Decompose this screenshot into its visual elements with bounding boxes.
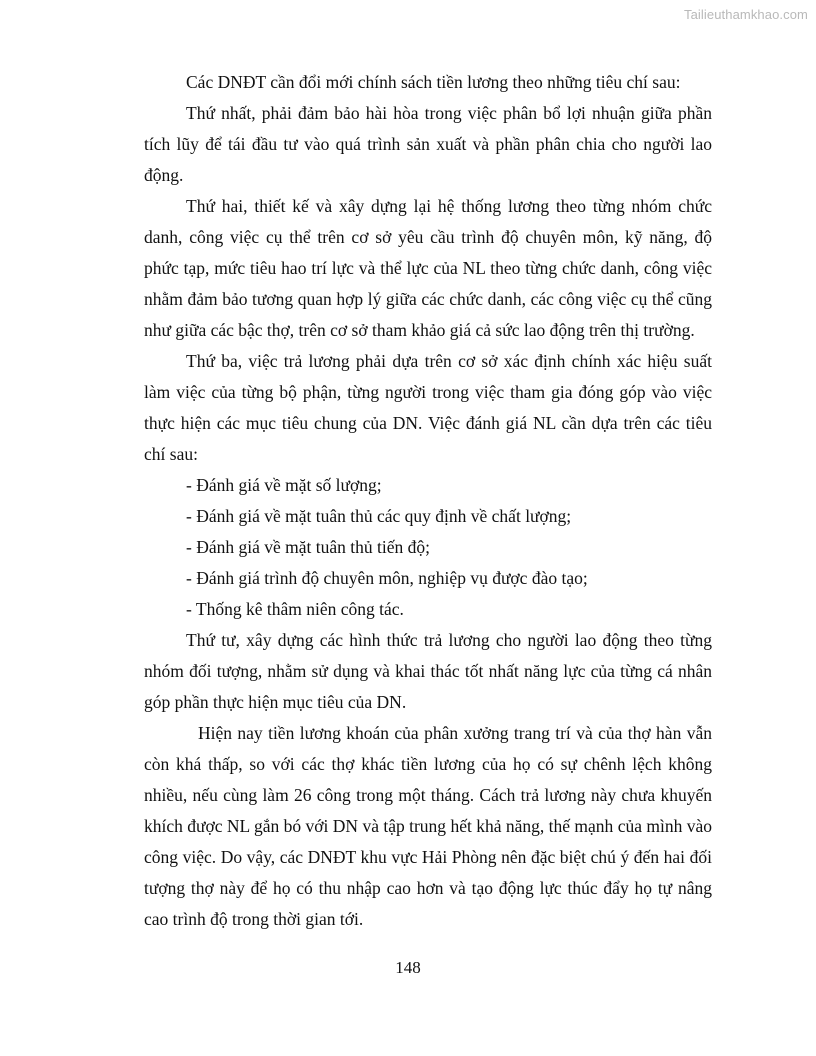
page-number: 148 [395,958,421,977]
criteria-list-item: - Đánh giá về mặt tuân thủ tiến độ; [186,537,430,557]
criteria-list-item: - Đánh giá về mặt số lượng; [186,475,382,495]
current-situation-paragraph: Hiện nay tiền lương khoán của phân xưởng trang trí và của thợ hàn vẫn còn khá thấp, so với các thợ khác tiền lương của họ có sự chênh lệch không nhiều, nếu cùng làm 26 công trong một tháng. Cách trả lương này chưa khuyến khích được NL gắn bó với DN và tập trung hết khả năng, thế mạnh của mình vào công việc. Do vậy, các DNĐT khu vực Hải Phòng nên đặc biệt chú ý đến hai đối tượng thợ này để họ có thu nhập cao hơn và tạo động lực thúc đẩy họ tự nâng cao trình độ trong thời gian tới. [144,723,712,929]
intro-paragraph: Các DNĐT cần đổi mới chính sách tiền lương theo những tiêu chí sau: [186,72,681,92]
criteria-list-item: - Đánh giá về mặt tuân thủ các quy định về chất lượng; [186,506,572,526]
watermark-text: Tailieuthamkhao.com [683,7,808,22]
criteria-list-item: - Thống kê thâm niên công tác. [186,599,404,619]
document-body [144,67,712,935]
fourth-criterion-paragraph: Thứ tư, xây dựng các hình thức trả lương cho người lao động theo từng nhóm đối tượng, nhằm sử dụng và khai thác tốt nhất năng lực của từng cá nhân góp phần thực hiện mục tiêu của DN. [144,630,712,712]
second-criterion-paragraph: Thứ hai, thiết kế và xây dựng lại hệ thống lương theo từng nhóm chức danh, công việc cụ thể trên cơ sở yêu cầu trình độ chuyên môn, kỹ năng, độ phức tạp, mức tiêu hao trí lực và thể lực của NL theo từng chức danh, công việc nhằm đảm bảo tương quan hợp lý giữa các chức danh, các công việc cụ thể cũng như giữa các bậc thợ, trên cơ sở tham khảo giá cả sức lao động trên thị trường. [144,196,712,340]
criteria-list-item: - Đánh giá trình độ chuyên môn, nghiệp vụ được đào tạo; [186,568,588,588]
first-criterion-paragraph: Thứ nhất, phải đảm bảo hài hòa trong việc phân bổ lợi nhuận giữa phần tích lũy để tái đầu tư vào quá trình sản xuất và phần phân chia cho người lao động. [144,103,712,185]
third-criterion-paragraph: Thứ ba, việc trả lương phải dựa trên cơ sở xác định chính xác hiệu suất làm việc của từng bộ phận, từng người trong việc tham gia đóng góp vào việc thực hiện các mục tiêu chung của DN. Việc đánh giá NL cần dựa trên các tiêu chí sau: [144,351,712,464]
